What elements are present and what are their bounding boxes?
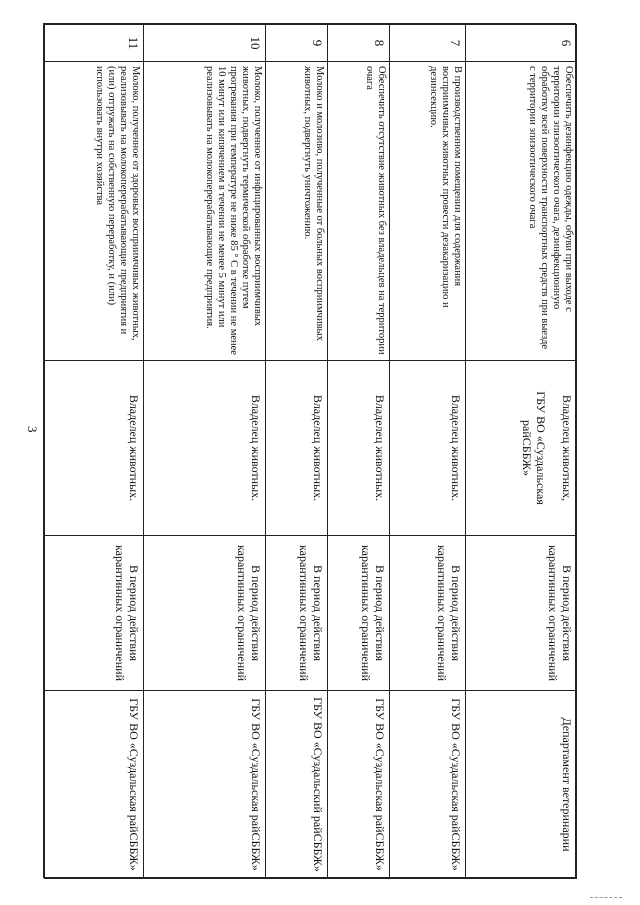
- responsible-line: Владелец животных.: [372, 394, 387, 502]
- table-row: [266, 25, 328, 879]
- responsible-line: Владелец животных.: [249, 394, 264, 502]
- responsible-cell: [144, 361, 266, 536]
- row-number: 10: [144, 25, 266, 62]
- deadline-cell: В период действия карантинных ограничений: [266, 536, 328, 691]
- footer-mark: [590, 897, 622, 899]
- deadline-cell: В период действия карантинных ограничений: [45, 536, 144, 691]
- responsible-line: ГБУ ВО «Суздальская райСББЖ»: [520, 391, 548, 505]
- deadline-cell: В период действия карантинных ограничений: [327, 536, 389, 691]
- responsible-cell: [327, 361, 389, 536]
- measure-text: Молоко, полученное от инфицированных восприимчивых животных, подвергнуть термической обработке путем прогревания при температуре не ниже 85 ° С в течении не менее 10 минут или кипячением в течении не менее 5 минут или реализовывать на молокоперерабатывающие предприятия.: [144, 62, 266, 361]
- table-row: [466, 25, 577, 879]
- page-number: 3: [25, 426, 40, 433]
- measure-text: В производственном помещении для содержания восприимчивых животных провести дезакаризацию и дезинсекцию.: [389, 62, 466, 361]
- table-row: [144, 25, 266, 879]
- table-row: [45, 25, 144, 879]
- rotated-table-container: [44, 24, 577, 879]
- row-number: 11: [45, 25, 144, 62]
- executor-cell: ГБУ ВО «Суздальская райСББЖ»: [45, 691, 144, 879]
- measure-text: Обеспечить дезинфекцию одежды, обуви при выходе с территории эпизоотического очага, дезинфекционную обработку всей поверхности транспортных средств при выезде с территории эпизоотического очага: [466, 62, 577, 361]
- responsible-cell: [266, 361, 328, 536]
- row-number: 9: [266, 25, 328, 62]
- row-number: 7: [389, 25, 466, 62]
- measure-text: Обеспечить отсутствие животных без владельцев на территории очага: [327, 62, 389, 361]
- row-number: 8: [327, 25, 389, 62]
- measures-table: [44, 24, 577, 879]
- executor-cell: Департамент ветеринарии: [466, 691, 577, 879]
- executor-cell: ГБУ ВО «Суздальская райСББЖ»: [389, 691, 466, 879]
- measure-text: Молоко и молозиво, полученные от больных восприимчивых животных, подвергнуть уничтожению.: [266, 62, 328, 361]
- responsible-cell: [466, 361, 577, 536]
- measure-text: Молоко, полученное от здоровых восприимчивых животных, реализовывать на молокоперерабатывающие предприятия и (или) отгружать на собственную переработку, и (или) использовать внутри хозяйства: [45, 62, 144, 361]
- table-row: [389, 25, 466, 879]
- table-row: [327, 25, 389, 879]
- responsible-line: Владелец животных.: [449, 394, 464, 502]
- executor-cell: ГБУ ВО «Суздальский райСББЖ»: [266, 691, 328, 879]
- executor-cell: ГБУ ВО «Суздальская райСББЖ»: [144, 691, 266, 879]
- responsible-line: Владелец животных,: [560, 394, 574, 502]
- document-table-frame: [43, 23, 576, 878]
- responsible-line: Владелец животных.: [310, 394, 325, 502]
- row-number: 6: [466, 25, 577, 62]
- responsible-line: Владелец животных.: [127, 394, 142, 502]
- deadline-cell: В период действия карантинных ограничений: [389, 536, 466, 691]
- executor-cell: ГБУ ВО «Суздальская райСББЖ»: [327, 691, 389, 879]
- responsible-cell: [45, 361, 144, 536]
- deadline-cell: В период действия карантинных ограничений: [466, 536, 577, 691]
- responsible-cell: [389, 361, 466, 536]
- deadline-cell: В период действия карантинных ограничений: [144, 536, 266, 691]
